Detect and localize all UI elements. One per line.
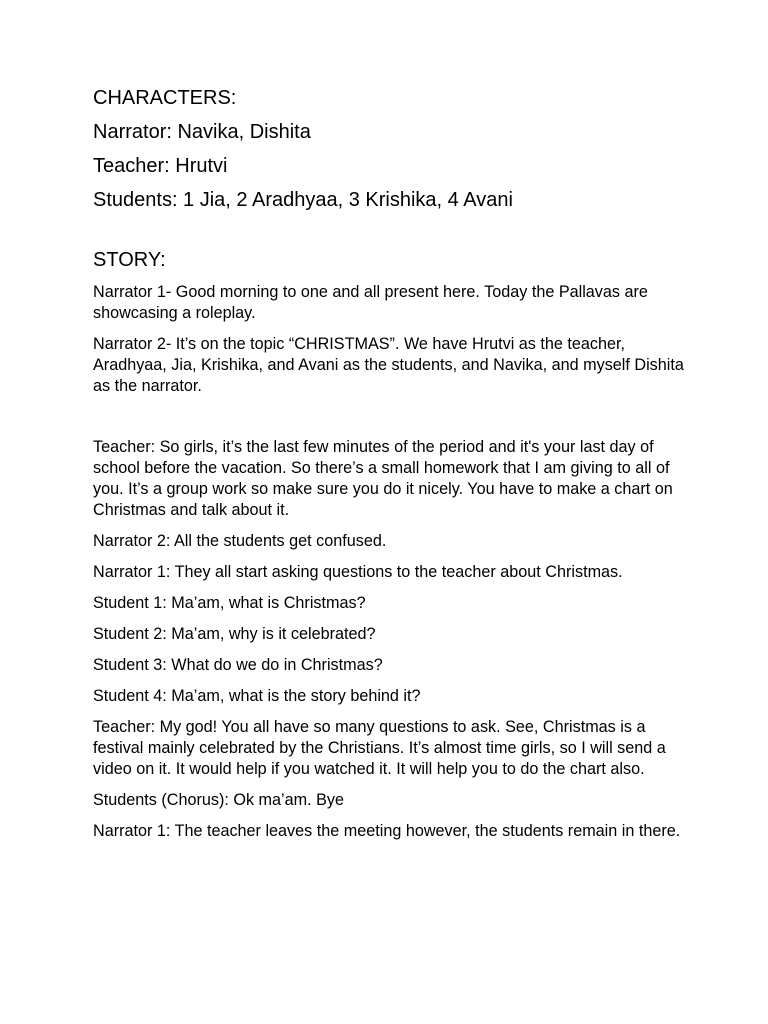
story-paragraph-narrator2-confused: Narrator 2: All the students get confused. [93, 532, 387, 550]
characters-heading: CHARACTERS: [93, 87, 237, 109]
story-paragraph-teacher-homework: Teacher: So girls, it’s the last few minutes of the period and it's your last day of school before the vacation. So there’s a small homework that I am giving to all of you. It’s a group work so make sure you do it nicely. You have to make a chart on Christmas and talk about it. [93, 438, 673, 519]
story-paragraph-student1: Student 1: Ma’am, what is Christmas? [93, 594, 366, 612]
story-paragraph-student4: Student 4: Ma’am, what is the story behind it? [93, 687, 421, 705]
story-paragraph-students-chorus: Students (Chorus): Ok ma’am. Bye [93, 791, 344, 809]
characters-teacher-line: Teacher: Hrutvi [93, 155, 228, 177]
document-body [93, 86, 693, 852]
characters-narrator-line: Narrator: Navika, Dishita [93, 121, 311, 143]
story-paragraph-narrator1-questions: Narrator 1: They all start asking questions to the teacher about Christmas. [93, 563, 623, 581]
story-paragraph-narrator1-leaves: Narrator 1: The teacher leaves the meeting however, the students remain in there. [93, 822, 681, 840]
characters-students-line: Students: 1 Jia, 2 Aradhyaa, 3 Krishika, 4 Avani [93, 189, 513, 211]
story-paragraph-narrator2-topic: Narrator 2- It’s on the topic “CHRISTMAS”. We have Hrutvi as the teacher, Aradhyaa, Jia, Krishika, and Avani as the students, and Navika, and myself Dishita as the narrator. [93, 335, 684, 395]
story-paragraph-student2: Student 2: Ma’am, why is it celebrated? [93, 625, 376, 643]
story-paragraph-teacher-answer: Teacher: My god! You all have so many questions to ask. See, Christmas is a festival mainly celebrated by the Christians. It’s almost time girls, so I will send a video on it. It would help if you watched it. It will help you to do the chart also. [93, 718, 666, 778]
story-paragraph-student3: Student 3: What do we do in Christmas? [93, 656, 383, 674]
story-paragraph-narrator1-intro: Narrator 1- Good morning to one and all present here. Today the Pallavas are showcasing a roleplay. [93, 283, 648, 322]
story-heading: STORY: [93, 249, 166, 271]
